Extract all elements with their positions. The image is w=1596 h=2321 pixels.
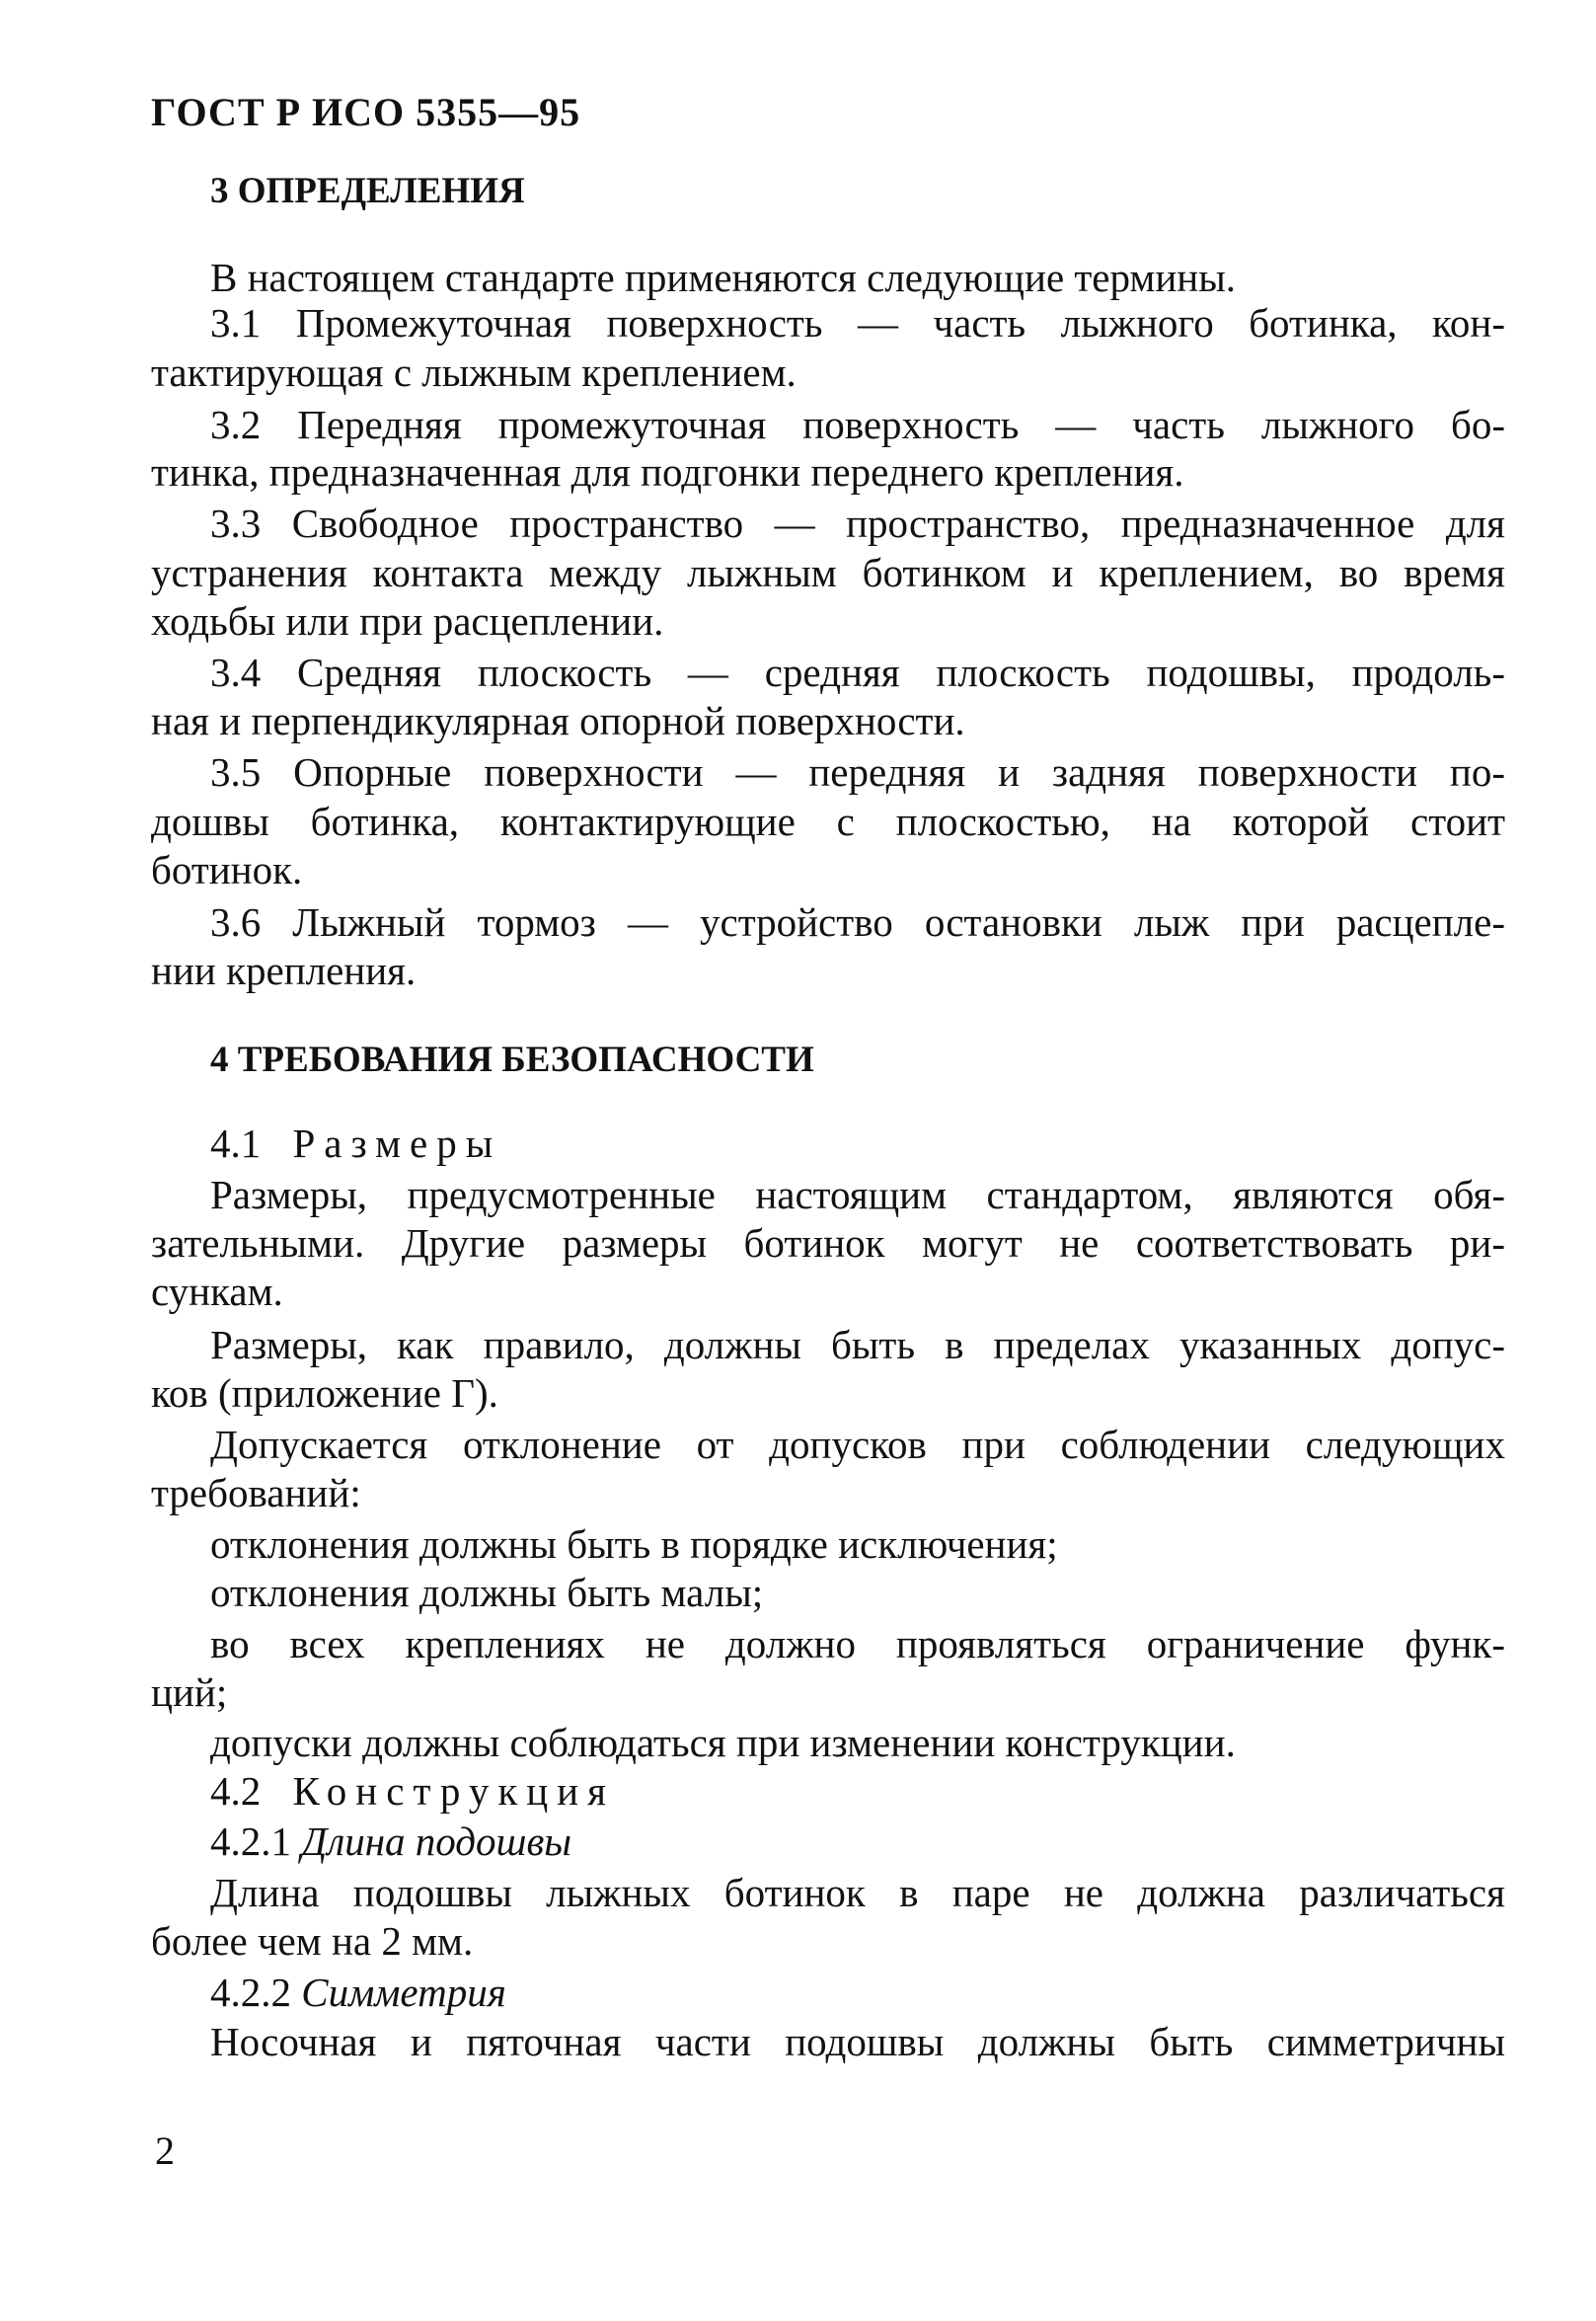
section-3-intro: В настоящем стандарте применяются следующие термины. <box>210 255 1237 300</box>
subsection-4-1-title: Размеры <box>292 1121 502 1166</box>
paragraph-4-2-2: Носочная и пяточная части подошвы должны быть симметричны <box>210 2019 1505 2064</box>
paragraph-4-2-1-cont: более чем на 2 мм. <box>151 1918 474 1964</box>
subsection-4-2-number: 4.2 <box>210 1768 262 1814</box>
definition-3-6: 3.6 Лыжный тормоз — устройство остановки лыж при расцепле- <box>210 899 1505 945</box>
list-item: отклонения должны быть малы; <box>210 1570 764 1615</box>
definition-3-3: 3.3 Свободное пространство — пространство, предназначенное для <box>210 501 1505 546</box>
subsection-4-2-title: Конструкция <box>292 1768 615 1814</box>
page-number: 2 <box>155 2128 175 2173</box>
definition-3-2: 3.2 Передняя промежуточная поверхность — часть лыжного бо- <box>210 402 1505 447</box>
paragraph-4-2-1: Длина подошвы лыжных ботинок в паре не должна различаться <box>210 1870 1505 1915</box>
list-item-cont: ций; <box>151 1669 228 1715</box>
paragraph-4-1-c-cont: требований: <box>151 1470 361 1515</box>
definition-3-4: 3.4 Средняя плоскость — средняя плоскость подошвы, продоль- <box>210 650 1505 695</box>
definition-3-5: 3.5 Опорные поверхности — передняя и задняя поверхности по- <box>210 749 1505 795</box>
list-item: отклонения должны быть в порядке исключения; <box>210 1521 1058 1567</box>
subsection-4-2-2-number: 4.2.2 <box>210 1970 291 2015</box>
section-3-title: 3 ОПРЕДЕЛЕНИЯ <box>210 171 525 211</box>
subsection-4-2-2-heading <box>210 1968 1505 2017</box>
paragraph-4-1-c: Допускается отклонение от допусков при соблюдении следующих <box>210 1422 1505 1467</box>
paragraph-4-1-a: Размеры, предусмотренные настоящим стандартом, являются обя- <box>210 1172 1505 1217</box>
definition-3-3-cont-2: ходьбы или при расцеплении. <box>151 598 664 644</box>
definition-3-5-cont-2: ботинок. <box>151 847 303 892</box>
section-4-title: 4 ТРЕБОВАНИЯ БЕЗОПАСНОСТИ <box>210 1040 814 1080</box>
definition-3-4-cont: ная и перпендикулярная опорной поверхности. <box>151 698 965 743</box>
definition-3-2-cont: тинка, предназначенная для подгонки переднего крепления. <box>151 449 1184 495</box>
subsection-4-2-heading <box>210 1766 1505 1816</box>
paragraph-4-1-a-cont: зательными. Другие размеры ботинок могут не соответствовать ри- <box>151 1220 1505 1266</box>
subsection-4-2-1-title: Длина подошвы <box>301 1818 572 1864</box>
definition-3-5-cont: дошвы ботинка, контактирующие с плоскостью, на которой стоит <box>151 799 1505 844</box>
list-item: во всех креплениях не должно проявляться ограничение функ- <box>210 1621 1505 1666</box>
list-item: допуски должны соблюдаться при изменении конструкции. <box>210 1720 1236 1765</box>
paragraph-4-1-a-cont-2: сункам. <box>151 1269 283 1314</box>
definition-3-1-cont: тактирующая с лыжным креплением. <box>151 349 797 395</box>
subsection-4-2-1-number: 4.2.1 <box>210 1818 291 1864</box>
subsection-4-1-heading <box>210 1119 1505 1168</box>
document-header: ГОСТ Р ИСО 5355—95 <box>151 90 581 134</box>
subsection-4-2-2-title: Симметрия <box>301 1970 506 2015</box>
subsection-4-1-number: 4.1 <box>210 1121 262 1166</box>
subsection-4-2-1-heading <box>210 1817 1505 1866</box>
paragraph-4-1-b-cont: ков (приложение Г). <box>151 1370 498 1416</box>
paragraph-4-1-b: Размеры, как правило, должны быть в пределах указанных допус- <box>210 1322 1505 1367</box>
definition-3-6-cont: нии крепления. <box>151 948 417 993</box>
definition-3-1: 3.1 Промежуточная поверхность — часть лыжного ботинка, кон- <box>210 300 1505 346</box>
definition-3-3-cont: устранения контакта между лыжным ботинком и креплением, во время <box>151 550 1505 595</box>
